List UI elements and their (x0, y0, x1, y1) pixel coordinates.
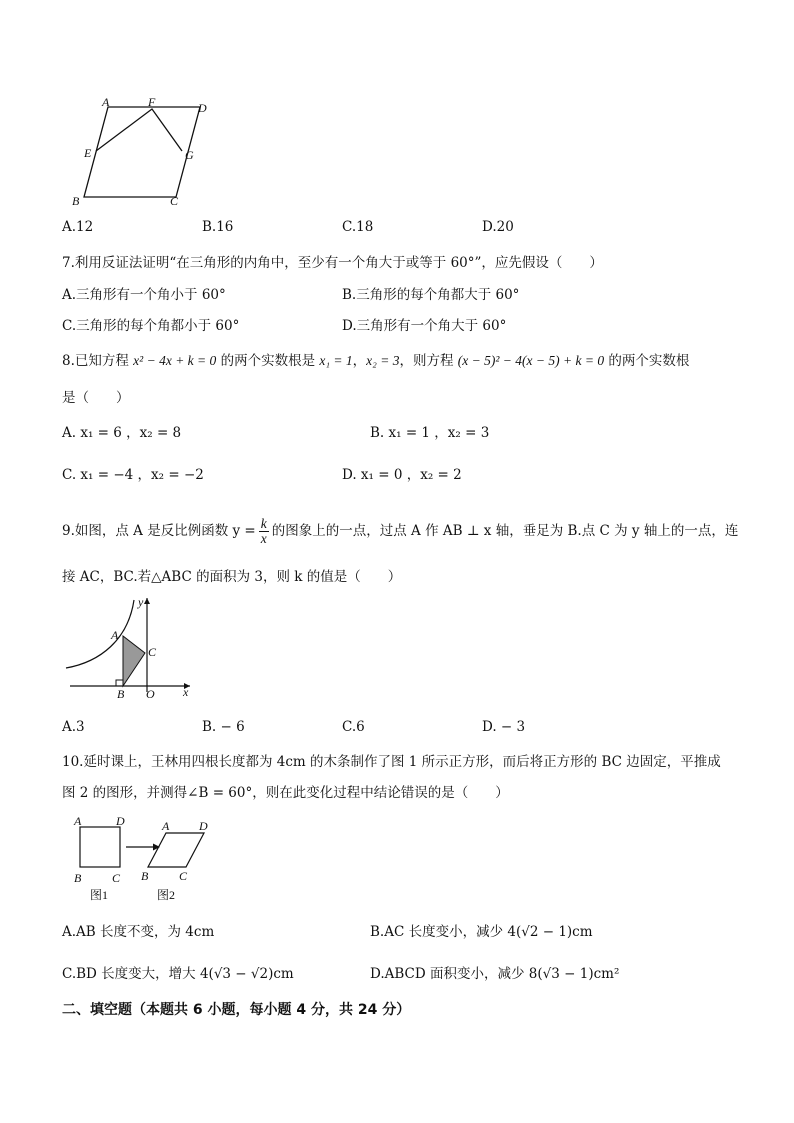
q8-equation-1: x² − 4x + k = 0 (133, 353, 217, 368)
label-b: B (117, 687, 125, 700)
q8-stem-line2: 是（ ） (62, 390, 130, 406)
fig1-label-a: A (74, 814, 82, 828)
label-y: y (138, 595, 144, 609)
q8-text-5: 的两个实数根 (604, 353, 690, 369)
q6-option-c: C.18 (342, 219, 374, 235)
fig2-caption: 图2 (157, 888, 176, 902)
q8-option-c: C. x₁ = −4 ，x₂ = −2 (62, 467, 204, 483)
q9-stem-line1 (62, 517, 738, 546)
q7-stem: 7.利用反证法证明“在三角形的内角中，至少有一个角大于或等于 60°”，应先假设（ ） (62, 255, 603, 271)
label-a: A (111, 628, 119, 642)
fig2-label-c: C (179, 869, 188, 883)
label-o: O (146, 687, 155, 700)
q9-option-c: C.6 (342, 719, 365, 735)
square-to-rhombus-figure (66, 813, 216, 905)
q8-text-2: 的两个实数根是 (216, 353, 320, 369)
label-b: B (72, 194, 80, 208)
q8-option-d: D. x₁ = 0 ，x₂ = 2 (342, 467, 462, 483)
q6-option-a: A.12 (62, 219, 94, 235)
label-x: x (183, 685, 189, 699)
inverse-function-figure (60, 590, 200, 700)
q9-option-b: B. − 6 (202, 719, 245, 735)
q8-option-b: B. x₁ = 1 ，x₂ = 3 (370, 425, 490, 441)
q8-text-4: ，则方程 (399, 353, 458, 369)
label-c: C (170, 194, 179, 208)
label-f: F (148, 95, 156, 109)
label-d: D (198, 101, 207, 115)
q9-fraction-denominator: x (260, 531, 267, 546)
q8-option-a: A. x₁ = 6 ，x₂ = 8 (62, 425, 182, 441)
fig2-label-a: A (162, 819, 170, 833)
label-a: A (102, 95, 110, 109)
q8-text-3: ， (352, 353, 367, 369)
q8-equation-2: (x − 5)² − 4(x − 5) + k = 0 (457, 353, 605, 368)
label-c: C (148, 645, 157, 659)
q9-fraction-numerator: k (260, 516, 267, 531)
section-2-title: 二、填空题（本题共 6 小题，每小题 4 分，共 24 分） (62, 1002, 411, 1018)
fig1-label-d: D (116, 814, 125, 828)
q9-option-a: A.3 (62, 719, 85, 735)
fig2-label-b: B (141, 869, 149, 883)
q9-fraction (259, 517, 269, 546)
q10-stem-line2: 图 2 的图形，并测得∠B = 60°，则在此变化过程中结论错误的是（ ） (62, 785, 509, 801)
q7-option-b: B.三角形的每个角都大于 60° (342, 287, 520, 303)
q10-option-b: B.AC 长度变小，减少 4(√2 − 1)cm (370, 924, 593, 940)
fig2-label-d: D (199, 819, 208, 833)
fig1-label-c: C (112, 871, 121, 885)
q8-stem-line1 (62, 349, 689, 369)
q8-text-1: 8.已知方程 (62, 353, 134, 369)
q9-stem-line2: 接 AC，BC.若△ABC 的面积为 3，则 k 的值是（ ） (62, 569, 402, 585)
label-g: G (185, 148, 194, 162)
q10-option-a: A.AB 长度不变，为 4cm (62, 924, 215, 940)
q9-text-1: 9.如图，点 A 是反比例函数 y = (62, 523, 256, 539)
q10-option-c: C.BD 长度变大，增大 4(√3 − √2)cm (62, 966, 294, 982)
q10-stem-line1: 10.延时课上，王林用四根长度都为 4cm 的木条制作了图 1 所示正方形，而后将正方形的 BC 边固定，平推成 (62, 754, 721, 770)
q8-root-2: x₂ = 3 (366, 353, 400, 368)
q8-root-1: x₁ = 1 (319, 353, 353, 368)
label-e: E (84, 146, 92, 160)
fig1-label-b: B (74, 871, 82, 885)
q7-option-d: D.三角形有一个角大于 60° (342, 318, 507, 334)
q7-option-c: C.三角形的每个角都小于 60° (62, 318, 240, 334)
q6-option-b: B.16 (202, 219, 234, 235)
fig1-caption: 图1 (90, 888, 109, 902)
q7-option-a: A.三角形有一个角小于 60° (62, 287, 226, 303)
q10-option-d: D.ABCD 面积变小，减少 8(√3 − 1)cm² (370, 966, 620, 982)
q6-option-d: D.20 (482, 219, 514, 235)
q9-text-2: 的图象上的一点，过点 A 作 AB ⊥ x 轴，垂足为 B.点 C 为 y 轴上的一点，连 (271, 523, 739, 539)
q9-option-d: D. − 3 (482, 719, 526, 735)
parallelogram-efg-figure (64, 95, 214, 210)
